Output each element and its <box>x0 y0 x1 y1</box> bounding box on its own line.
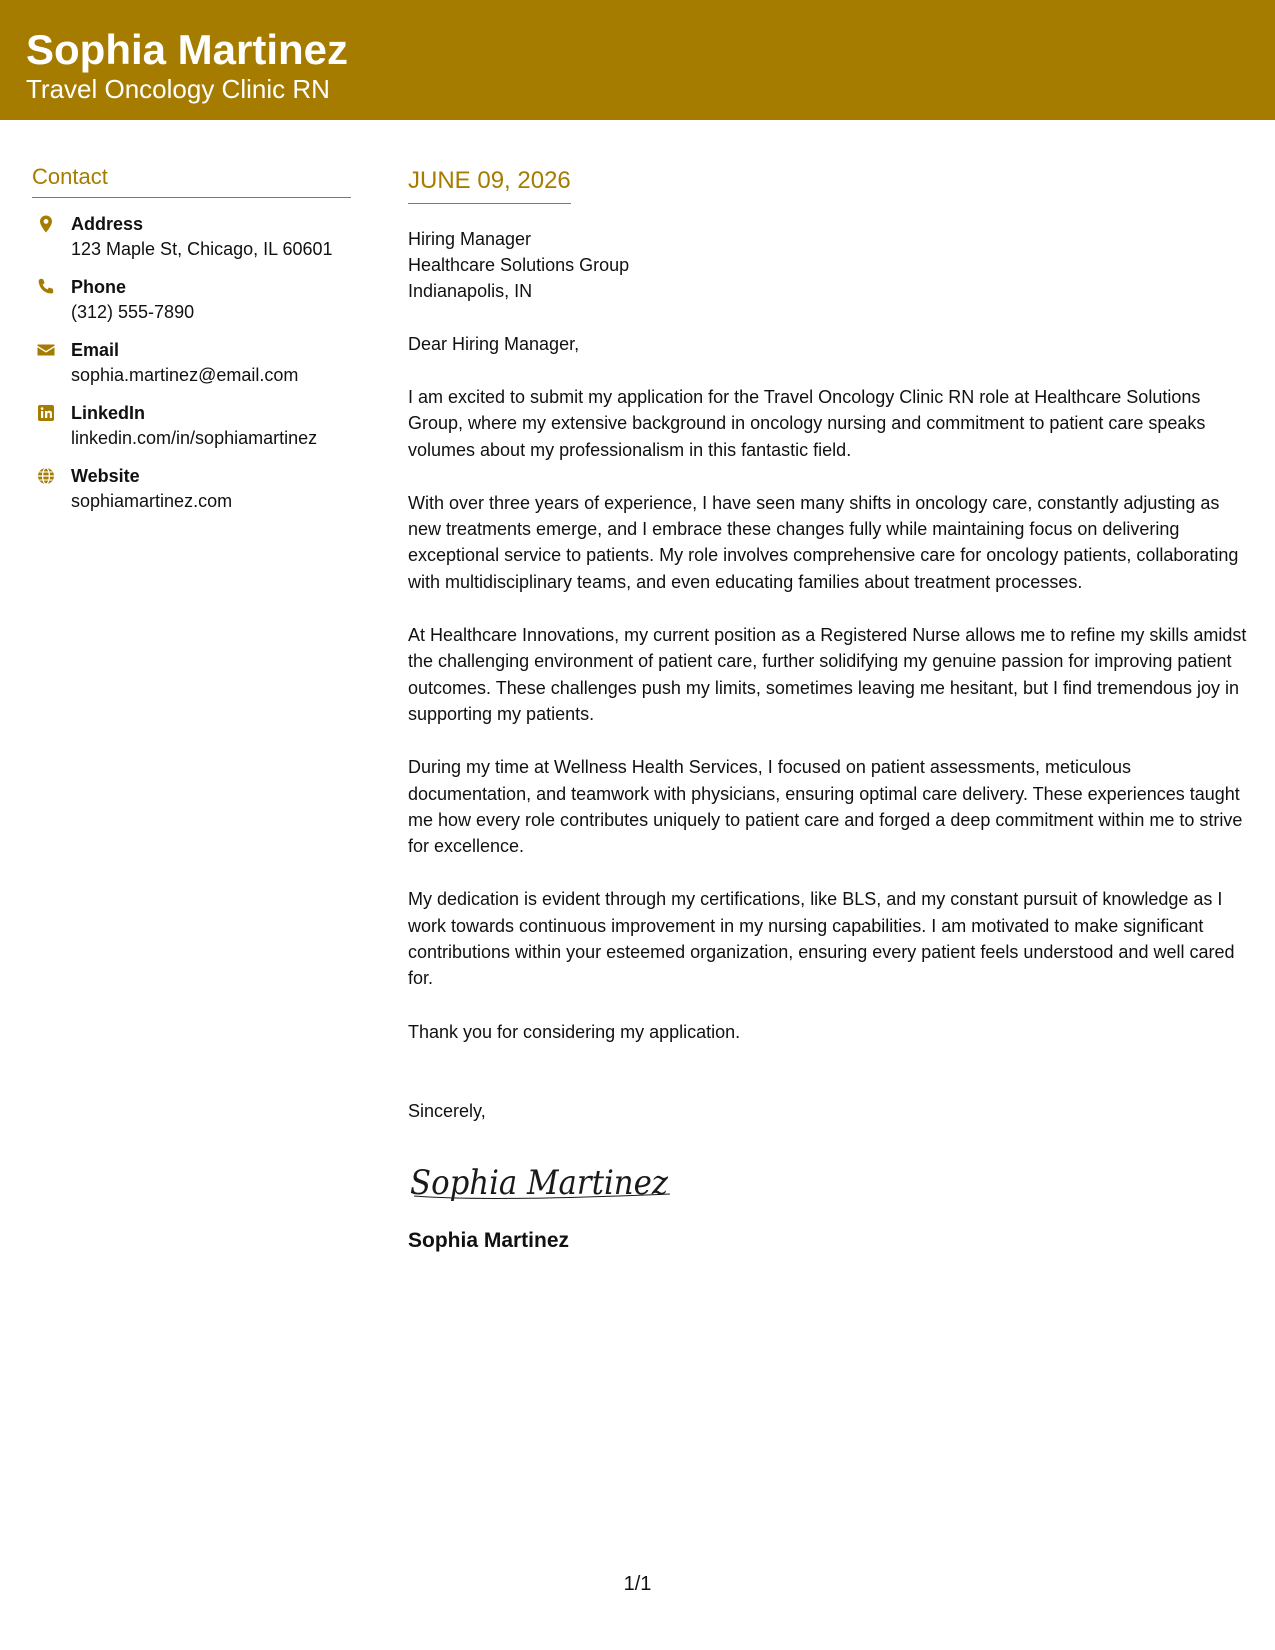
signer-name: Sophia Martinez <box>408 1228 570 1252</box>
svg-text:Sophia Martinez: Sophia Martinez <box>410 1162 669 1203</box>
contact-phone <box>32 275 351 338</box>
phone-icon <box>36 277 56 297</box>
closing: Sincerely, <box>408 1100 486 1121</box>
letter-paragraph: With over three years of experience, I have seen many shifts in oncology care, constantly adjusting as new treatments emerge, and I embrace these changes fully while maintaining focus on delivering exceptional service to patients. My role involves comprehensive care for oncology patients, collaborating with multidisciplinary teams, and even educating families about treatment processes. <box>408 492 1239 592</box>
linkedin-value[interactable]: linkedin.com/in/sophiamartinez <box>71 428 318 448</box>
contact-website <box>32 464 351 527</box>
phone-value: (312) 555-7890 <box>71 302 195 322</box>
letter-date: JUNE 09, 2026 <box>408 163 571 204</box>
email-value[interactable]: sophia.martinez@email.com <box>71 365 299 385</box>
contact-email <box>32 338 351 401</box>
contact-address <box>32 212 351 275</box>
header-banner <box>0 0 1275 120</box>
recipient-block <box>408 226 1248 304</box>
globe-icon <box>36 466 56 486</box>
handwritten-signature <box>408 1152 688 1210</box>
job-title: Travel Oncology Clinic RN <box>26 74 330 104</box>
letter-paragraph: During my time at Wellness Health Services, I focused on patient assessments, meticulous documentation, and teamwork with physicians, ensuring optimal care delivery. These experiences taught me how every role contributes uniquely to patient care and forged a deep commitment within me to strive for excellence. <box>408 757 1243 857</box>
contact-label: LinkedIn <box>71 403 146 423</box>
letter-paragraph: Thank you for considering my application. <box>408 1021 741 1042</box>
recipient-line: Indianapolis, IN <box>408 281 533 301</box>
website-value[interactable]: sophiamartinez.com <box>71 491 233 511</box>
contact-heading: Contact <box>32 160 351 198</box>
contact-sidebar <box>32 160 351 527</box>
contact-label: Phone <box>71 277 127 297</box>
salutation: Dear Hiring Manager, <box>408 334 580 354</box>
map-pin-icon <box>36 214 56 234</box>
recipient-line: Hiring Manager <box>408 229 532 249</box>
letter-body <box>408 163 1248 1256</box>
contact-label: Address <box>71 214 144 234</box>
letter-paragraph: I am excited to submit my application for the Travel Oncology Clinic RN role at Healthcare Solutions Group, where my extensive background in oncology nursing and commitment to patient care speaks volumes about my professionalism in this fantastic field. <box>408 387 1206 460</box>
page-number: 1/1 <box>623 1573 652 1595</box>
recipient-line: Healthcare Solutions Group <box>408 255 630 275</box>
letter-paragraph: At Healthcare Innovations, my current position as a Registered Nurse allows me to refine my skills amidst the challenging environment of patient care, further solidifying my genuine passion for improving patient outcomes. These challenges push my limits, sometimes leaving me hesitant, but I find tremendous joy in supporting my patients. <box>408 625 1247 724</box>
letter-paragraph: My dedication is evident through my certifications, like BLS, and my constant pursuit of knowledge as I work towards continuous improvement in my nursing capabilities. I am motivated to make significant contributions within your esteemed organization, ensuring every patient feels understood and well cared for. <box>408 889 1235 989</box>
linkedin-icon <box>36 403 56 423</box>
applicant-name: Sophia Martinez <box>26 26 349 73</box>
contact-linkedin <box>32 401 351 464</box>
address-value: 123 Maple St, Chicago, IL 60601 <box>71 239 333 259</box>
contact-label: Website <box>71 466 140 486</box>
contact-label: Email <box>71 340 120 360</box>
envelope-icon <box>36 340 56 360</box>
